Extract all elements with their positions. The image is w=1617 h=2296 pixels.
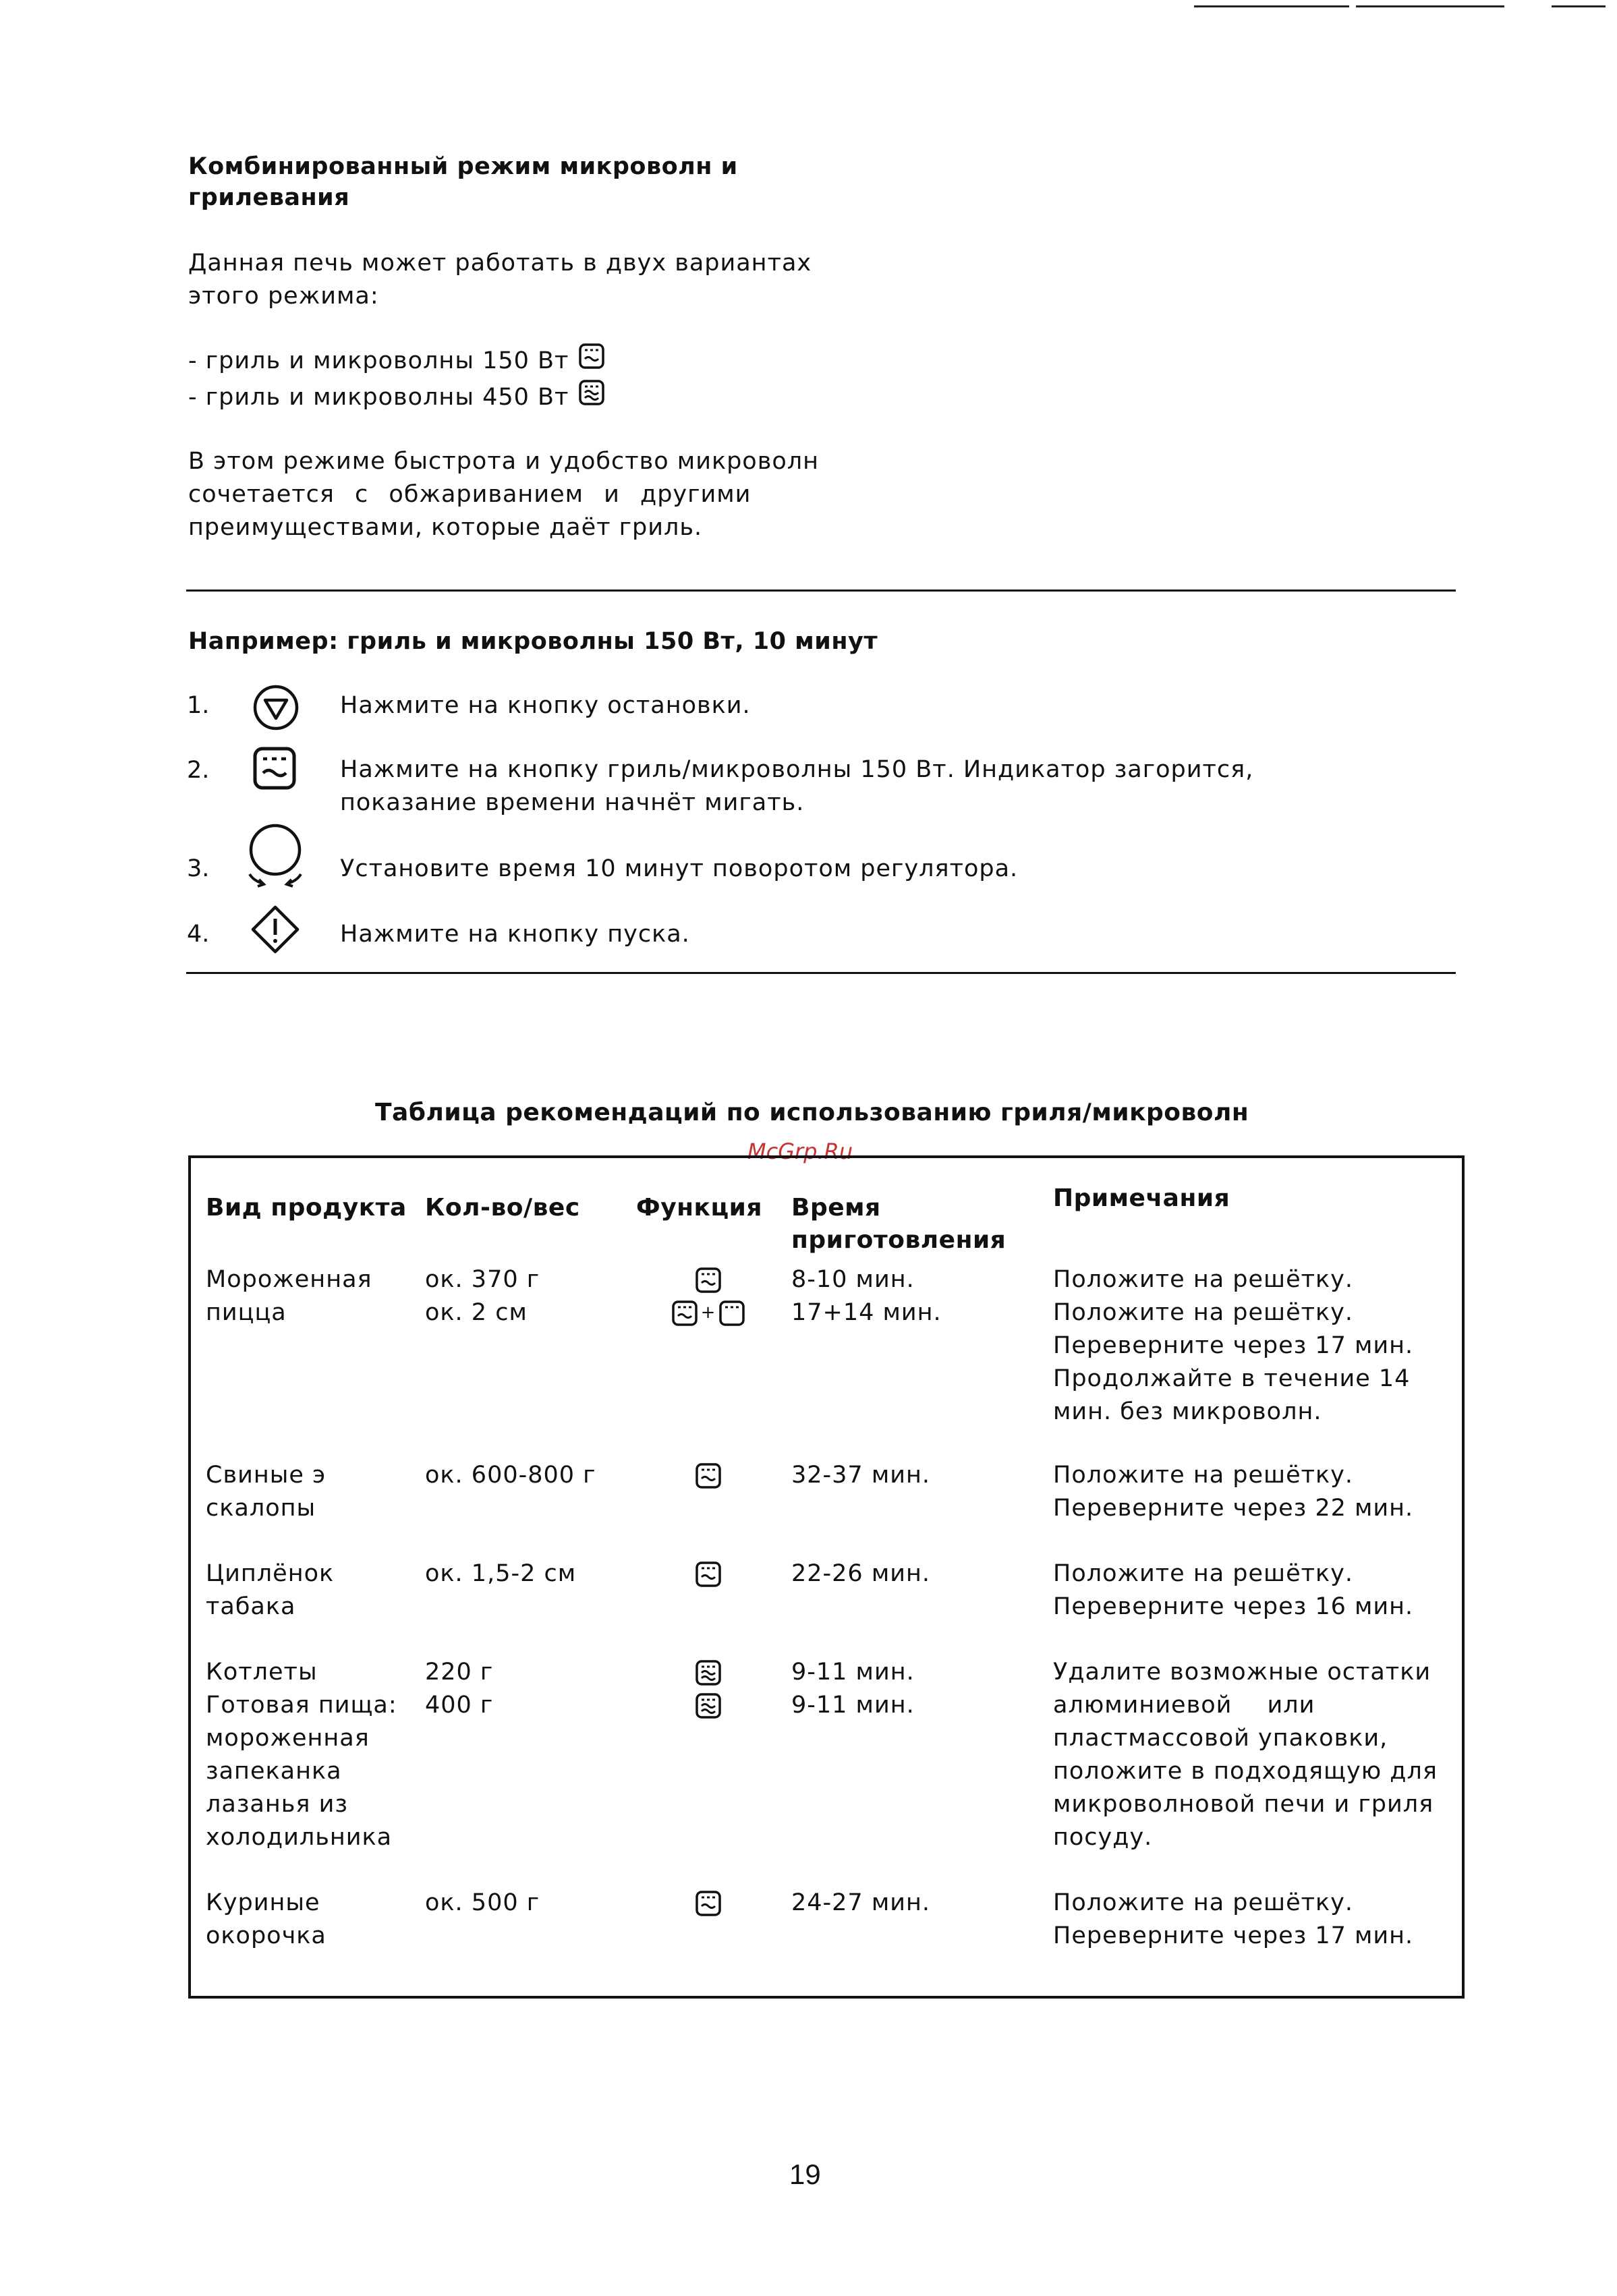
table-row: [190, 1459, 1463, 1557]
recommendation-table: [188, 1155, 1465, 1999]
table-row: [190, 1263, 1463, 1459]
cell-notes: Положите на решётку. Положите на решётку. Переверните через 17 мин. Продолжайте в течение 14 мин. без микроволн.: [1053, 1266, 1414, 1425]
plus-sign: +: [700, 1302, 716, 1323]
cell-product: Мороженная пицца: [206, 1266, 372, 1326]
mode-list: [188, 343, 605, 415]
cell-function: [625, 1887, 791, 1997]
header-qty: Кол-во/вес: [425, 1194, 580, 1222]
start-icon: [250, 904, 301, 955]
table-row: [190, 1887, 1463, 1997]
grill-micro-plus-grill-icon: [671, 1296, 746, 1329]
step-2-text-line2: показание времени начнёт мигать.: [340, 789, 805, 816]
grill-micro-150-icon: [695, 1557, 722, 1590]
step-1-number: 1.: [187, 692, 210, 719]
cell-product: Свиные э скалопы: [206, 1462, 327, 1522]
cell-notes: Удалите возможные остатки алюминиевой или пластмассовой упаковки, положите в подходящую для микроволновой печи и гриля посуду.: [1053, 1659, 1438, 1851]
grill-micro-150-icon: [695, 1887, 722, 1920]
cell-product: Куриные окорочка: [206, 1889, 327, 1949]
desc-line2: сочетается с обжариванием и другими: [188, 481, 751, 508]
step-1-text: Нажмите на кнопку остановки.: [340, 692, 751, 719]
step-4-number: 4.: [187, 921, 210, 948]
grill-micro-150-icon: [578, 343, 605, 379]
mode2-label: - гриль и микроволны 450 Вт: [188, 383, 569, 411]
section-title-line1: Комбинированный режим микроволн и: [188, 153, 738, 180]
cell-qty: 220 г 400 г: [425, 1659, 494, 1719]
cell-function: [625, 1557, 791, 1656]
grill-micro-450-icon: [695, 1656, 722, 1689]
step-4-text: Нажмите на кнопку пуска.: [340, 921, 690, 948]
mode1-label: - гриль и микроволны 150 Вт: [188, 347, 569, 374]
step-3-text: Установите время 10 минут поворотом регулятора.: [340, 855, 1019, 882]
cell-time: 24-27 мин.: [791, 1889, 930, 1916]
mode-item-450: [188, 379, 605, 415]
divider-bottom: [186, 972, 1456, 974]
step-2-number: 2.: [187, 757, 210, 784]
cell-function: [625, 1263, 791, 1459]
intro-line2: этого режима:: [188, 283, 379, 310]
grill-micro-150-icon: [695, 1459, 722, 1492]
example-title: Например: гриль и микроволны 150 Вт, 10 минут: [188, 628, 878, 655]
dial-knob-icon: [243, 822, 308, 889]
cell-notes: Положите на решётку. Переверните через 16 мин.: [1053, 1560, 1414, 1620]
mode-item-150: [188, 343, 605, 379]
section-title: [188, 151, 738, 213]
page-number: 19: [789, 2158, 821, 2190]
section-intro: [188, 247, 812, 313]
section-title-line2: грилевания: [188, 184, 350, 211]
intro-line1: Данная печь может работать в двух вариантах: [188, 250, 812, 277]
table-row: [190, 1656, 1463, 1887]
cell-time: 32-37 мин.: [791, 1462, 930, 1489]
table-title: Таблица рекомендаций по использованию гриля/микроволн: [375, 1099, 1249, 1126]
step-2-text-line1: Нажмите на кнопку гриль/микроволны 150 Вт. Индикатор загорится,: [340, 756, 1254, 783]
desc-line1: В этом режиме быстрота и удобство микроволн: [188, 448, 820, 475]
cell-qty: ок. 1,5-2 см: [425, 1560, 577, 1587]
cell-qty: ок. 500 г: [425, 1889, 540, 1916]
cell-time: 9-11 мин. 9-11 мин.: [791, 1659, 915, 1719]
header-product: Вид продукта: [206, 1194, 407, 1222]
header-time: Время приготовления: [791, 1194, 1006, 1254]
grill-micro-150-button-icon: [252, 746, 297, 791]
cell-product: Циплёнок табака: [206, 1560, 335, 1620]
divider-top: [186, 590, 1456, 592]
cell-notes: Положите на решётку. Переверните через 22 мин.: [1053, 1462, 1414, 1522]
cell-function: [625, 1459, 791, 1557]
table-row: [190, 1557, 1463, 1656]
top-rule-1: [1194, 5, 1349, 7]
cell-function: [625, 1656, 791, 1887]
header-function: Функция: [636, 1194, 762, 1222]
step-3-number: 3.: [187, 855, 210, 882]
cell-time: 22-26 мин.: [791, 1560, 930, 1587]
cell-notes: Положите на решётку. Переверните через 17 мин.: [1053, 1889, 1414, 1949]
top-rule-2: [1356, 5, 1504, 7]
desc-line3: преимуществами, которые даёт гриль.: [188, 514, 703, 541]
cell-qty: ок. 600-800 г: [425, 1462, 596, 1489]
header-notes: Примечания: [1053, 1184, 1230, 1212]
grill-micro-450-icon: [695, 1689, 722, 1722]
section-description: [188, 445, 819, 544]
top-rule-3: [1552, 5, 1606, 7]
watermark: McGrp.Ru: [747, 1139, 853, 1164]
step-2-text: [340, 753, 1253, 820]
cell-product: Котлеты Готовая пища: мороженная запеканка лазанья из холодильника: [206, 1659, 397, 1851]
cell-time: 8-10 мин. 17+14 мин.: [791, 1266, 942, 1326]
stop-icon: [252, 684, 300, 731]
grill-micro-150-icon: [695, 1263, 722, 1296]
grill-micro-450-icon: [578, 379, 605, 415]
cell-qty: ок. 370 г ок. 2 см: [425, 1266, 540, 1326]
table-header-row: [190, 1157, 1463, 1263]
